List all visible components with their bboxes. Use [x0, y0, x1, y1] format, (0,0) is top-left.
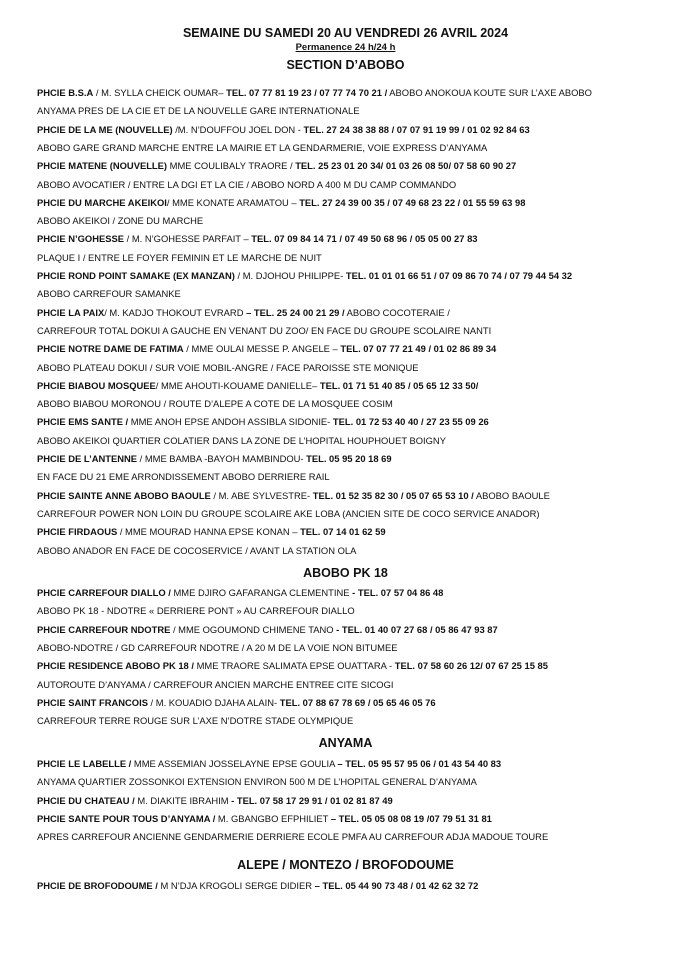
pharmacy-phone: TEL. 01 72 53 40 40 / 27 23 55 09 26: [332, 416, 489, 428]
pharmacy-address: APRES CARREFOUR ANCIENNE GENDARMERIE DERRIERE ECOLE PMFA AU CARREFOUR ADJA MADOUE TOURE: [37, 831, 549, 843]
pharmacy-phone: - TEL. 07 58 17 29 91 / 01 02 81 87 49: [231, 794, 393, 806]
pharmacy-name: PHCIE SAINT FRANCOIS: [37, 696, 148, 708]
pharmacy-address: ABOBO-NDOTRE / GD CARREFOUR NDOTRE / A 20 M DE LA VOIE NON BITUMEE: [37, 641, 398, 653]
pharmacy-entry: [37, 124, 530, 136]
pharmacy-name: PHCIE CARREFOUR DIALLO /: [37, 587, 171, 598]
pharmacy-phone: - TEL. 07 57 04 86 48: [352, 587, 444, 598]
pharmacy-address: ANYAMA QUARTIER ZOSSONKOI EXTENSION ENVIRON 500 M DE L’HOPITAL GENERAL D’ANYAMA: [37, 776, 477, 788]
pharmacy-address: ABOBO GARE GRAND MARCHE ENTRE LA MAIRIE ET LA GENDARMERIE, VOIE EXPRESS D’ANYAMA: [37, 141, 488, 153]
pharmacy-entry: [37, 416, 489, 428]
pharmacy-name: PHCIE DE BROFODOUME /: [37, 880, 158, 891]
pharmacy-name: PHCIE EMS SANTE /: [37, 416, 129, 428]
pharmacy-entry: [37, 160, 516, 172]
pharmacy-phone: – TEL. 25 24 00 21 29 /: [246, 306, 345, 318]
pharmacy-phone: TEL. 01 71 51 40 85 / 05 65 12 33 50/: [319, 379, 479, 391]
pharmacy-phone: TEL. 07 09 84 14 71 / 07 49 50 68 96 / 05 05 00 27 83: [251, 233, 478, 245]
pharmacy-address: ABOBO CARREFOUR SAMANKE: [37, 288, 181, 300]
pharmacy-entry: [37, 233, 478, 245]
pharmacy-address: ABOBO PK 18 - NDOTRE « DERRIERE PONT » AU CARREFOUR DIALLO: [37, 605, 355, 617]
pharmacy-name: PHCIE DE L’ANTENNE: [37, 453, 138, 464]
pharmacy-location: ABOBO ANOKOUA KOUTE SUR L’AXE ABOBO: [387, 87, 592, 98]
pharmacy-entry: [37, 660, 548, 672]
pharmacy-phone: TEL. 07 77 81 19 23 / 07 77 74 70 21 /: [226, 87, 388, 98]
pharmacy-name: PHCIE RESIDENCE ABOBO PK 18 /: [37, 660, 194, 672]
pharmacy-phone: – TEL. 05 44 90 73 48 / 01 42 62 32 72: [314, 880, 479, 891]
pharmacy-address: EN FACE DU 21 EME ARRONDISSEMENT ABOBO DERRIERE RAIL: [37, 471, 330, 483]
pharmacy-name: PHCIE CARREFOUR NDOTRE: [37, 623, 171, 635]
pharmacist-name: / MME AHOUTI-KOUAME DANIELLE–: [155, 379, 320, 391]
pharmacy-name: PHCIE ROND POINT SAMAKE (EX MANZAN): [37, 270, 235, 281]
pharmacy-entry: [37, 307, 450, 319]
pharmacist-name: / M. ABE SYLVESTRE-: [210, 489, 313, 501]
pharmacy-address: AUTOROUTE D’ANYAMA / CARREFOUR ANCIEN MARCHE ENTREE CITE SICOGI: [37, 678, 394, 690]
pharmacy-phone: TEL. 07 07 77 21 49 / 01 02 86 89 34: [340, 343, 497, 355]
pharmacy-name: PHCIE BIABOU MOSQUEE: [37, 379, 156, 391]
pharmacy-address: CARREFOUR POWER NON LOIN DU GROUPE SCOLAIRE AKE LOBA (ANCIEN SITE DE COCO SERVICE ANADOR): [37, 507, 540, 519]
pharmacy-address: ABOBO PLATEAU DOKUI / SUR VOIE MOBIL-ANGRE / FACE PAROISSE STE MONIQUE: [37, 361, 419, 373]
pharmacy-phone: TEL. 07 14 01 62 59: [300, 526, 386, 538]
pharmacy-phone: TEL. 01 52 35 82 30 / 05 07 65 53 10 /: [312, 489, 474, 501]
pharmacist-name: / M. KADJO THOKOUT EVRARD: [104, 306, 247, 318]
pharmacist-name: MME COULIBALY TRAORE /: [167, 160, 296, 172]
pharmacy-name: PHCIE MATENE (NOUVELLE): [37, 160, 168, 172]
pharmacy-phone: TEL. 05 95 20 18 69: [306, 453, 392, 464]
section-heading: SECTION D’ABOBO: [286, 58, 405, 72]
pharmacy-location: ABOBO BAOULE: [473, 489, 550, 501]
pharmacist-name: /M. N’DOUFFOU JOEL DON -: [172, 123, 304, 135]
pharmacy-entry: [37, 343, 496, 355]
pharmacy-entry: [37, 697, 436, 709]
pharmacist-name: M. GBANGBO EFPHILIET: [215, 812, 331, 824]
pharmacist-name: MME DJIRO GAFARANGA CLEMENTINE: [170, 587, 353, 598]
pharmacist-name: / M. N’GOHESSE PARFAIT –: [124, 233, 252, 245]
pharmacist-name: MME TRAORE SALIMATA EPSE OUATTARA -: [193, 660, 395, 672]
pharmacy-phone: TEL. 25 23 01 20 34/ 01 03 26 08 50/ 07 58 60 90 27: [295, 160, 517, 172]
pharmacy-entry: [37, 197, 525, 209]
pharmacy-address: ABOBO AKEIKOI / ZONE DU MARCHE: [37, 215, 204, 227]
pharmacy-name: PHCIE FIRDAOUS: [37, 526, 118, 538]
pharmacy-address: ABOBO AVOCATIER / ENTRE LA DGI ET LA CIE / ABOBO NORD A 400 M DU CAMP COMMANDO: [37, 178, 457, 190]
pharmacist-name: / MME BAMBA -BAYOH MAMBINDOU-: [137, 453, 307, 464]
pharmacy-location: ABOBO COCOTERAIE /: [344, 306, 450, 318]
pharmacy-phone: - TEL. 01 40 07 27 68 / 05 86 47 93 87: [336, 623, 498, 635]
section-heading: ALEPE / MONTEZO / BROFODOUME: [237, 858, 454, 872]
pharmacy-entry: [37, 813, 492, 825]
pharmacist-name: / MME MOURAD HANNA EPSE KONAN –: [117, 526, 301, 538]
pharmacy-address: ANYAMA PRES DE LA CIE ET DE LA NOUVELLE GARE INTERNATIONALE: [37, 105, 360, 117]
pharmacy-name: PHCIE SAINTE ANNE ABOBO BAOULE: [37, 489, 211, 501]
pharmacy-address: CARREFOUR TERRE ROUGE SUR L’AXE N’DOTRE STADE OLYMPIQUE: [37, 715, 354, 727]
pharmacy-entry: [37, 270, 572, 282]
pharmacy-entry: [37, 624, 498, 636]
pharmacy-name: PHCIE DE LA ME (NOUVELLE): [37, 123, 173, 135]
pharmacy-entry: [37, 758, 501, 770]
pharmacy-name: PHCIE DU CHATEAU /: [37, 794, 135, 806]
pharmacy-name: PHCIE SANTE POUR TOUS D’ANYAMA /: [37, 812, 216, 824]
pharmacy-phone: TEL. 07 58 60 26 12/ 07 67 25 15 85: [394, 660, 548, 672]
pharmacy-entry: [37, 380, 478, 392]
pharmacy-entry: [37, 87, 592, 99]
pharmacy-entry: [37, 587, 443, 599]
pharmacy-phone: TEL. 27 24 38 38 88 / 07 07 91 19 99 / 01 02 92 84 63: [303, 123, 530, 135]
page-title: SEMAINE DU SAMEDI 20 AU VENDREDI 26 AVRIL 2024: [182, 26, 509, 40]
pharmacy-name: PHCIE N’GOHESSE: [37, 233, 124, 245]
pharmacy-entry: [37, 880, 478, 892]
pharmacy-entry: [37, 490, 550, 502]
pharmacist-name: / M. DJOHOU PHILIPPE-: [234, 270, 346, 281]
pharmacy-name: PHCIE NOTRE DAME DE FATIMA: [37, 343, 184, 355]
pharmacist-name: M. DIAKITE IBRAHIM: [134, 794, 232, 806]
pharmacy-phone: TEL. 07 88 67 78 69 / 05 65 46 05 76: [279, 696, 436, 708]
pharmacist-name: MME ANOH EPSE ANDOH ASSIBLA SIDONIE-: [128, 416, 333, 428]
section-heading: ANYAMA: [318, 736, 373, 750]
pharmacy-address: CARREFOUR TOTAL DOKUI A GAUCHE EN VENANT DU ZOO/ EN FACE DU GROUPE SCOLAIRE NANTI: [37, 324, 492, 336]
pharmacy-name: PHCIE DU MARCHE AKEIKOI: [37, 196, 167, 208]
pharmacist-name: / MME OULAI MESSE P. ANGELE –: [183, 343, 341, 355]
pharmacy-address: ABOBO ANADOR EN FACE DE COCOSERVICE / AVANT LA STATION OLA: [37, 544, 357, 556]
pharmacy-phone: TEL. 01 01 01 66 51 / 07 09 86 70 74 / 07 79 44 54 32: [345, 270, 573, 281]
pharmacist-name: / MME KONATE ARAMATOU –: [166, 196, 300, 208]
pharmacist-name: M N’DJA KROGOLI SERGE DIDIER: [157, 880, 315, 891]
page-subtitle: Permanence 24 h/24 h: [295, 42, 396, 53]
pharmacy-address: ABOBO BIABOU MORONOU / ROUTE D’ALEPE A COTE DE LA MOSQUEE COSIM: [37, 398, 393, 410]
pharmacy-entry: [37, 526, 386, 538]
pharmacy-entry: [37, 453, 392, 465]
pharmacy-entry: [37, 795, 393, 807]
pharmacist-name: / MME OGOUMOND CHIMENE TANO: [170, 623, 337, 635]
pharmacy-name: PHCIE LA PAIX: [37, 306, 105, 318]
pharmacy-address: ABOBO AKEIKOI QUARTIER COLATIER DANS LA ZONE DE L’HOPITAL HOUPHOUET BOIGNY: [37, 434, 446, 446]
pharmacy-name: PHCIE LE LABELLE /: [37, 758, 132, 769]
pharmacy-phone: TEL. 27 24 39 00 35 / 07 49 68 23 22 / 01 55 59 63 98: [299, 196, 526, 208]
pharmacy-phone: – TEL. 05 05 08 08 19 /07 79 51 31 81: [330, 812, 492, 824]
pharmacy-phone: – TEL. 05 95 57 95 06 / 01 43 54 40 83: [337, 758, 502, 769]
pharmacy-address: PLAQUE I / ENTRE LE FOYER FEMININ ET LE MARCHE DE NUIT: [37, 251, 322, 263]
pharmacist-name: / M. SYLLA CHEICK OUMAR–: [93, 87, 227, 98]
pharmacist-name: / M. KOUADIO DJAHA ALAIN-: [147, 696, 280, 708]
section-heading: ABOBO PK 18: [303, 566, 388, 580]
pharmacy-name: PHCIE B.S.A: [37, 87, 94, 98]
pharmacist-name: MME ASSEMIAN JOSSELAYNE EPSE GOULIA: [131, 758, 338, 769]
